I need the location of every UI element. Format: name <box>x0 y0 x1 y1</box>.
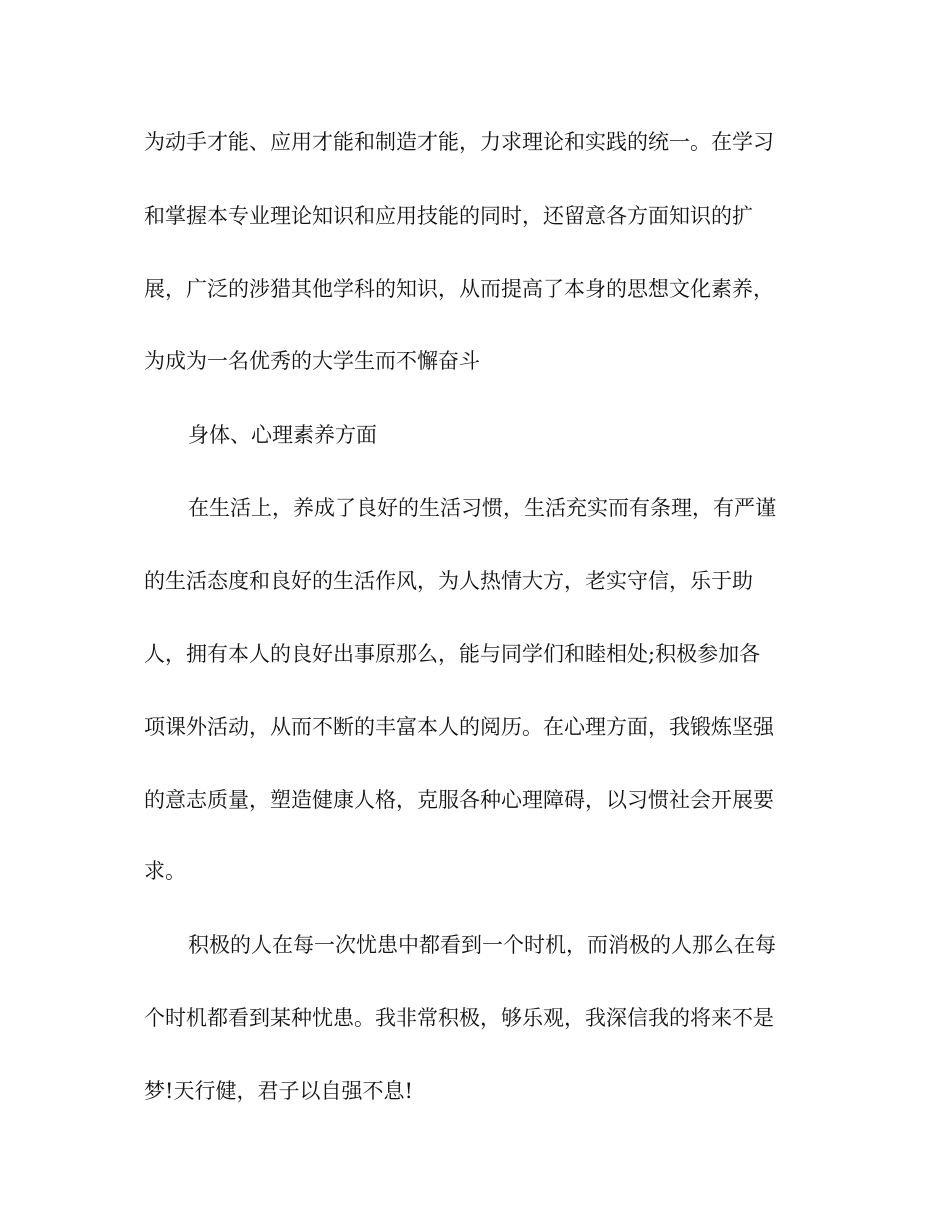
paragraph-line: 在生活上，养成了良好的生活习惯，生活充实而有条理，有严谨 <box>188 496 776 520</box>
paragraph-line: 个时机都看到某种忧患。我非常积极，够乐观，我深信我的将来不是 <box>144 1006 774 1030</box>
paragraph-line: 为动手才能、应用才能和制造才能，力求理论和实践的统一。在学习 <box>144 130 774 154</box>
section-heading: 身体、心理素养方面 <box>188 423 377 447</box>
paragraph-line: 积极的人在每一次忧患中都看到一个时机，而消极的人那么在每 <box>188 933 776 957</box>
paragraph-line: 项课外活动，从而不断的丰富本人的阅历。在心理方面，我锻炼坚强 <box>144 715 774 739</box>
paragraph-line: 为成为一名优秀的大学生而不懈奋斗 <box>144 349 480 373</box>
paragraph-line: 和掌握本专业理论知识和应用技能的同时，还留意各方面知识的扩 <box>144 204 753 228</box>
paragraph-line: 求。 <box>144 859 186 883</box>
paragraph-line: 人，拥有本人的良好出事原那么，能与同学们和睦相处;积极参加各 <box>144 642 761 666</box>
paragraph-line: 展，广泛的涉猎其他学科的知识，从而提高了本身的思想文化素养， <box>144 277 774 301</box>
paragraph-line: 的生活态度和良好的生活作风，为人热情大方，老实守信，乐于助 <box>144 569 753 593</box>
paragraph-line: 的意志质量，塑造健康人格，克服各种心理障碍，以习惯社会开展要 <box>144 788 774 812</box>
paragraph-line: 梦!天行健，君子以自强不息! <box>144 1079 413 1103</box>
